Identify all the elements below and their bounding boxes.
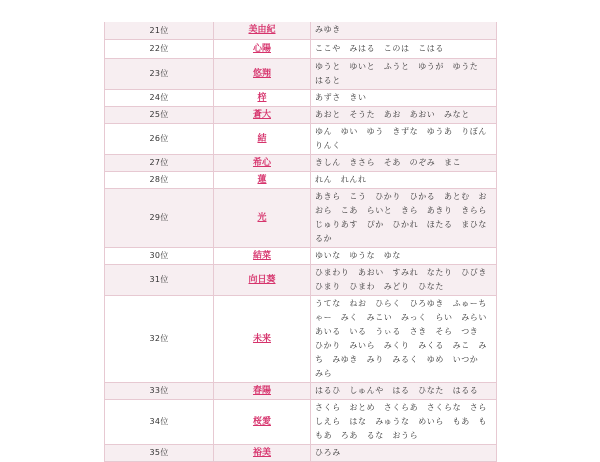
rank-cell: 24位 — [105, 89, 214, 106]
name-cell — [214, 123, 311, 154]
table-row — [105, 39, 497, 58]
table-row — [105, 171, 497, 188]
name-cell — [214, 399, 311, 444]
rank-cell: 28位 — [105, 171, 214, 188]
rank-cell: 30位 — [105, 247, 214, 264]
name-cell — [214, 89, 311, 106]
rank-cell: 29位 — [105, 188, 214, 247]
rank-cell: 26位 — [105, 123, 214, 154]
table-row — [105, 399, 497, 444]
name-link[interactable]: 美由紀 — [248, 25, 276, 36]
readings-cell: きしん きさら そあ のぞみ まこ — [311, 154, 497, 171]
rank-cell: 31位 — [105, 264, 214, 295]
readings-cell: あずさ きい — [311, 89, 497, 106]
rank-cell: 27位 — [105, 154, 214, 171]
name-link[interactable]: 心陽 — [252, 43, 271, 54]
name-link[interactable]: 希心 — [252, 157, 271, 168]
readings-cell: ひろみ — [311, 444, 497, 461]
name-cell — [214, 188, 311, 247]
table-row — [105, 444, 497, 461]
name-link[interactable]: 春陽 — [252, 385, 271, 396]
table-row — [105, 264, 497, 295]
name-cell — [214, 171, 311, 188]
rank-cell: 23位 — [105, 58, 214, 89]
rank-cell: 21位 — [105, 22, 214, 39]
name-cell — [214, 295, 311, 382]
table-row — [105, 89, 497, 106]
readings-cell: さくら おとめ さくらあ さくらな さらしえら はな みゅうな めいら もあ ももあ ろあ るな おうら — [311, 399, 497, 444]
name-link[interactable]: 結菜 — [252, 250, 271, 261]
name-cell — [214, 106, 311, 123]
table-row — [105, 295, 497, 382]
rank-cell: 32位 — [105, 295, 214, 382]
name-cell — [214, 444, 311, 461]
name-link[interactable]: 蒼大 — [252, 109, 271, 120]
readings-cell: れん れんれ — [311, 171, 497, 188]
rank-cell: 25位 — [105, 106, 214, 123]
rank-cell: 35位 — [105, 444, 214, 461]
rank-cell: 33位 — [105, 382, 214, 399]
table-row — [105, 58, 497, 89]
rank-cell: 22位 — [105, 39, 214, 58]
readings-cell: ゆん ゆい ゆう きずな ゆうあ りぼん りんく — [311, 123, 497, 154]
readings-cell: はるひ しゅんや はる ひなた はるる — [311, 382, 497, 399]
name-link[interactable]: 未来 — [252, 333, 271, 344]
readings-cell: ひまわり あおい すみれ なたり ひびき ひまり ひまわ みどり ひなた — [311, 264, 497, 295]
name-cell — [214, 22, 311, 39]
readings-cell: あきら こう ひかり ひかる あとむ おおら こあ らいと きら あきり きらら じゅりあす ぴか ひかれ ほたる まひな るか — [311, 188, 497, 247]
table-row — [105, 22, 497, 39]
name-link[interactable]: 桜愛 — [252, 416, 271, 427]
name-link[interactable]: 向日葵 — [248, 274, 276, 285]
name-link[interactable]: 結 — [257, 133, 267, 144]
name-cell — [214, 264, 311, 295]
readings-cell: ゆいな ゆうな ゆな — [311, 247, 497, 264]
table-row — [105, 188, 497, 247]
name-ranking-table — [104, 22, 497, 462]
table-row — [105, 247, 497, 264]
table-row — [105, 123, 497, 154]
name-cell — [214, 247, 311, 264]
readings-cell: あおと そうた あお あおい みなと — [311, 106, 497, 123]
table-row — [105, 154, 497, 171]
name-cell — [214, 58, 311, 89]
name-link[interactable]: 蓮 — [257, 174, 267, 185]
name-link[interactable]: 裕美 — [252, 447, 271, 458]
readings-cell: うてな ねお ひらく ひろゆき ふゅーちゃー みく みこい みっく らい みらい あいる いる うぃる さき そら つき ひかり みいら みくり みくる みこ みち みゆき みり みるく ゆめ いつか みら — [311, 295, 497, 382]
table-row — [105, 106, 497, 123]
name-cell — [214, 382, 311, 399]
name-cell — [214, 39, 311, 58]
table-row — [105, 382, 497, 399]
rank-cell: 34位 — [105, 399, 214, 444]
readings-cell: ここや みはる このは こはる — [311, 39, 497, 58]
name-link[interactable]: 光 — [257, 212, 267, 223]
name-link[interactable]: 悠翔 — [252, 68, 271, 79]
name-link[interactable]: 梓 — [257, 92, 267, 103]
name-cell — [214, 154, 311, 171]
readings-cell: ゆうと ゆいと ふうと ゆうが ゆうた はると — [311, 58, 497, 89]
readings-cell: みゆき — [311, 22, 497, 39]
